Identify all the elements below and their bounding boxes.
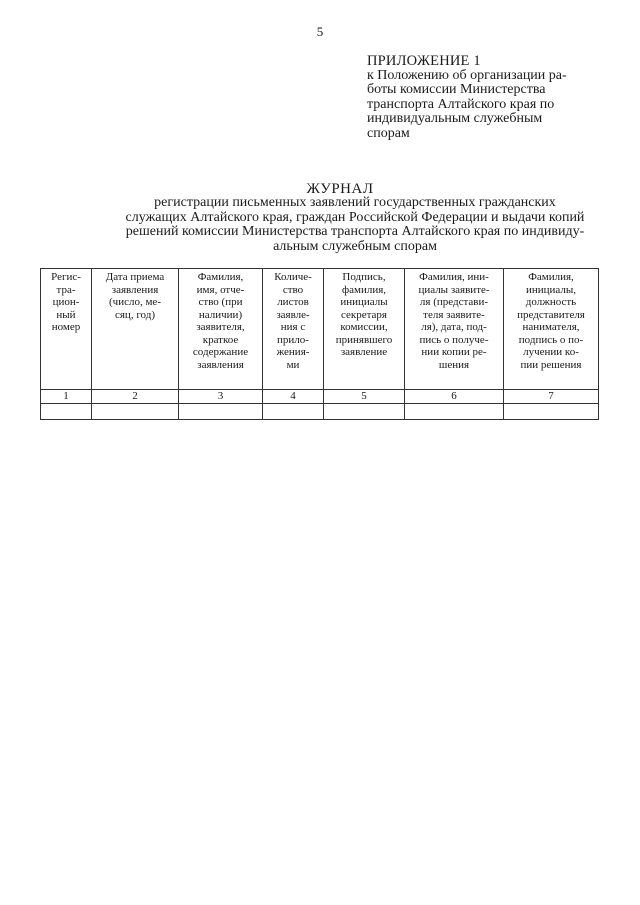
journal-subtitle-line: решений комиссии Министерства транспорта Алтайского края по индивиду- bbox=[125, 224, 585, 239]
appendix-line: индивидуальным служебным bbox=[367, 111, 543, 126]
header-cell-employer-receipt: Фамилия, инициалы, должность представителя нанимателя, подпись о по- лучении ко- пии решения bbox=[504, 269, 599, 390]
journal-subtitle-line: альным служебным спорам bbox=[273, 238, 437, 254]
appendix-block bbox=[367, 54, 607, 141]
appendix-title: ПРИЛОЖЕНИЕ 1 bbox=[367, 53, 481, 69]
column-number: 7 bbox=[504, 390, 599, 404]
appendix-line: боты комиссии Министерства bbox=[367, 82, 546, 97]
appendix-line: к Положению об организации ра- bbox=[367, 67, 567, 83]
header-cell-secretary-signature: Подпись, фамилия, инициалы секретаря комиссии, принявшего заявление bbox=[324, 269, 405, 390]
journal-subtitle bbox=[110, 196, 600, 254]
column-number: 1 bbox=[41, 390, 92, 404]
column-number-row bbox=[41, 390, 599, 404]
journal-subtitle-line: регистрации письменных заявлений государственных гражданских bbox=[154, 195, 556, 210]
header-row bbox=[41, 269, 599, 390]
page-number: 5 bbox=[316, 24, 324, 39]
header-cell-applicant-receipt: Фамилия, ини- циалы заявите- ля (представи- теля заявите- ля), дата, под- пись о получе- нии копии ре- шения bbox=[405, 269, 504, 390]
empty-cell bbox=[263, 404, 324, 420]
empty-cell bbox=[405, 404, 504, 420]
column-number: 5 bbox=[324, 390, 405, 404]
column-number: 4 bbox=[263, 390, 324, 404]
header-cell-date: Дата приема заявления (число, ме- сяц, год) bbox=[92, 269, 179, 390]
journal-table bbox=[40, 268, 599, 420]
empty-cell bbox=[324, 404, 405, 420]
empty-row bbox=[41, 404, 599, 420]
column-number: 2 bbox=[92, 390, 179, 404]
journal-title: ЖУРНАЛ bbox=[306, 181, 374, 197]
empty-cell bbox=[41, 404, 92, 420]
empty-cell bbox=[504, 404, 599, 420]
column-number: 3 bbox=[179, 390, 263, 404]
journal-subtitle-line: служащих Алтайского края, граждан Российской Федерации и выдачи копий bbox=[125, 209, 585, 225]
header-cell-applicant: Фамилия, имя, отче- ство (при наличии) заявителя, краткое содержание заявления bbox=[179, 269, 263, 390]
appendix-line: спорам bbox=[367, 125, 410, 141]
empty-cell bbox=[179, 404, 263, 420]
empty-cell bbox=[92, 404, 179, 420]
header-cell-registration-number: Регис- тра- цион- ный номер bbox=[41, 269, 92, 390]
header-cell-sheets-count: Количе- ство листов заявле- ния с прило- жения- ми bbox=[263, 269, 324, 390]
column-number: 6 bbox=[405, 390, 504, 404]
appendix-line: транспорта Алтайского края по bbox=[367, 96, 555, 112]
